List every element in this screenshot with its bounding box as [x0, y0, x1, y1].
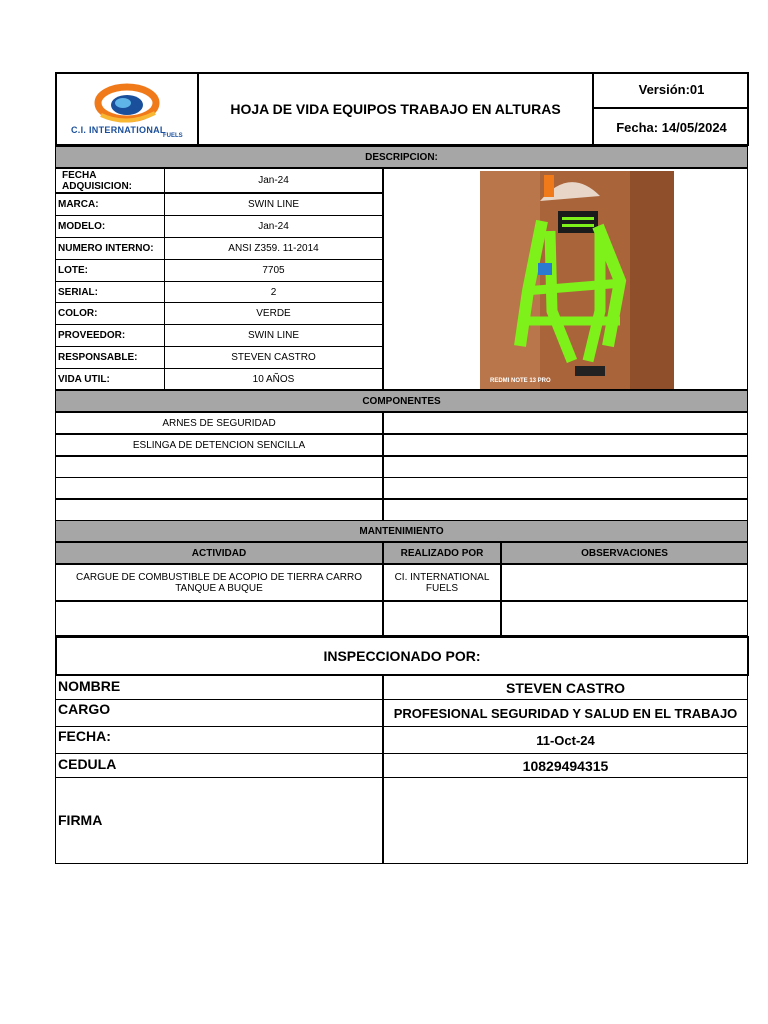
desc-value-1: Jan-24 — [164, 168, 383, 193]
componente-extra-5 — [383, 499, 748, 521]
desc-label-1: FECHA ADQUISICION: — [55, 168, 165, 193]
desc-value-4: ANSI Z359. 11-2014 — [164, 237, 383, 260]
firma-label: FIRMA — [58, 812, 103, 828]
componente-extra-1 — [383, 412, 748, 434]
desc-label-6: SERIAL: — [55, 281, 165, 303]
photo-watermark: REDMI NOTE 13 PRO — [490, 378, 551, 384]
desc-value-5: 7705 — [164, 259, 383, 282]
nombre-label: NOMBRE — [58, 678, 121, 694]
logo-text-1: C.I. INTERNATIONAL — [71, 125, 166, 135]
nombre-label-cell — [55, 675, 383, 700]
firma-label-cell — [55, 777, 383, 864]
desc-label-8: PROVEEDOR: — [55, 324, 165, 347]
cedula-label: CEDULA — [58, 756, 117, 772]
desc-value-6: 2 — [164, 281, 383, 303]
descripcion-header: DESCRIPCION: — [55, 146, 748, 168]
desc-value-2: SWIN LINE — [164, 193, 383, 216]
cargo-label: CARGO — [58, 701, 111, 717]
desc-value-8: SWIN LINE — [164, 324, 383, 347]
desc-label-3: MODELO: — [55, 215, 165, 238]
desc-label-10: VIDA UTIL: — [55, 368, 165, 390]
componente-extra-3 — [383, 456, 748, 478]
document-title: HOJA DE VIDA EQUIPOS TRABAJO EN ALTURAS — [230, 101, 561, 117]
mant-actividad-1: CARGUE DE COMBUSTIBLE DE ACOPIO DE TIERRA CARRO TANQUE A BUQUE — [55, 564, 383, 601]
componente-item-2: ESLINGA DE DETENCION SENCILLA — [55, 434, 383, 456]
mantenimiento-header: MANTENIMIENTO — [55, 520, 748, 542]
componente-item-3 — [55, 456, 383, 478]
cedula-value: 10829494315 — [383, 753, 748, 778]
nombre-value: STEVEN CASTRO — [383, 675, 748, 700]
componente-item-1: ARNES DE SEGURIDAD — [55, 412, 383, 434]
componentes-header: COMPONENTES — [55, 390, 748, 412]
componente-item-4 — [55, 477, 383, 499]
desc-label-2: MARCA: — [55, 193, 165, 216]
desc-value-10: 10 AÑOS — [164, 368, 383, 390]
col-observaciones-header: OBSERVACIONES — [501, 542, 748, 564]
logo-cell — [55, 72, 199, 146]
date-cell: Fecha: 14/05/2024 — [592, 109, 749, 146]
desc-label-5: LOTE: — [55, 259, 165, 282]
photo-cell — [383, 168, 748, 390]
mant-observaciones-1 — [501, 564, 748, 601]
componente-extra-2 — [383, 434, 748, 456]
logo-text-2: FUELS — [163, 133, 183, 139]
cargo-value: PROFESIONAL SEGURIDAD Y SALUD EN EL TRABAJO — [383, 699, 748, 727]
col-realizado-header: REALIZADO POR — [383, 542, 501, 564]
harness-photo — [480, 171, 674, 389]
cedula-label-cell — [55, 753, 383, 778]
cargo-label-cell — [55, 699, 383, 727]
desc-value-3: Jan-24 — [164, 215, 383, 238]
mant-actividad-2 — [55, 601, 383, 636]
desc-value-9: STEVEN CASTRO — [164, 346, 383, 369]
firma-value — [383, 777, 748, 864]
desc-label-9: RESPONSABLE: — [55, 346, 165, 369]
col-actividad-header: ACTIVIDAD — [55, 542, 383, 564]
componente-item-5 — [55, 499, 383, 521]
mant-observaciones-2 — [501, 601, 748, 636]
desc-label-4: NUMERO INTERNO: — [55, 237, 165, 260]
fecha-label-cell — [55, 726, 383, 754]
inspeccion-header: INSPECCIONADO POR: — [55, 636, 749, 676]
fecha-value: 11-Oct-24 — [383, 726, 748, 754]
desc-label-7: COLOR: — [55, 302, 165, 325]
fecha-label: FECHA: — [58, 728, 111, 744]
mant-realizado-2 — [383, 601, 501, 636]
version-cell: Versión:01 — [592, 72, 749, 109]
desc-value-7: VERDE — [164, 302, 383, 325]
componente-extra-4 — [383, 477, 748, 499]
mant-realizado-1: CI. INTERNATIONAL FUELS — [383, 564, 501, 601]
